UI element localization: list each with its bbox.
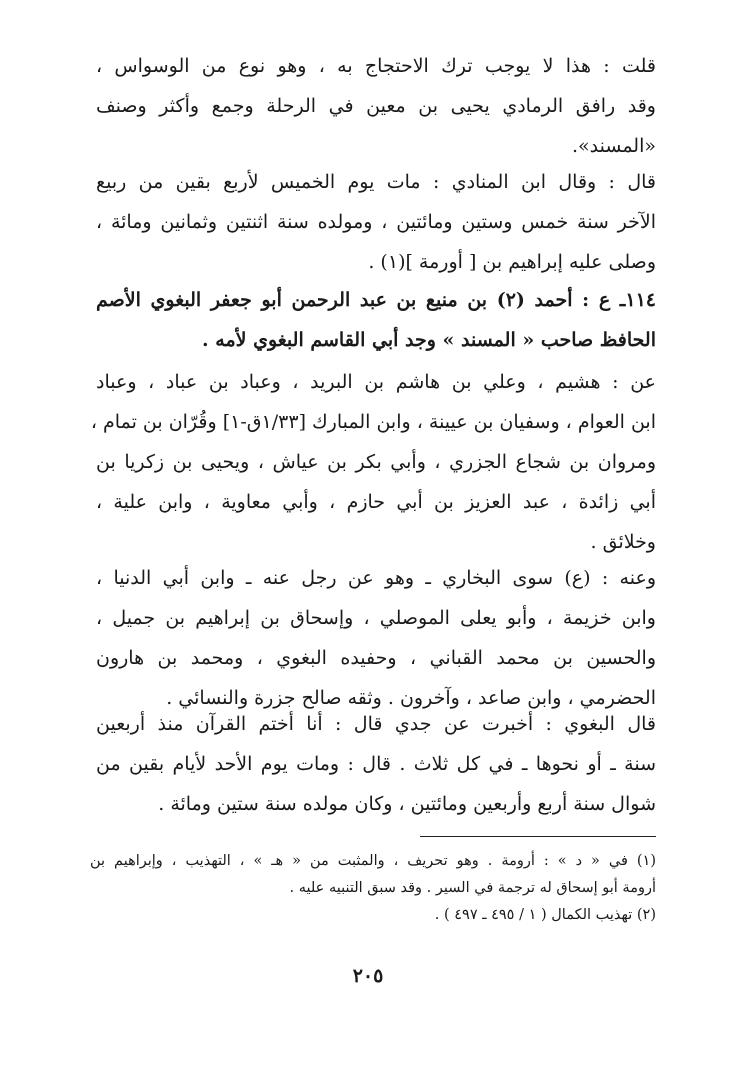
text-line: ومروان بن شجاع الجزري ، وأبي بكر بن عياش ، ويحيى بن زكريا بن xyxy=(96,451,656,473)
text-line: عن : هشيم ، وعلي بن هاشم بن البريد ، وعباد بن عباد ، وعباد xyxy=(96,371,656,393)
paragraph-albaghawi xyxy=(96,704,656,824)
heading-line: ١١٤ـ ع : أحمد (٢) بن منيع بن عبد الرحمن أبو جعفر البغوي الأصم xyxy=(96,289,656,311)
text-line: شوال سنة أربع وأربعين ومائتين ، وكان مولده سنة ستين ومائة . xyxy=(158,793,656,815)
text-line: سنة ـ أو نحوها ـ في كل ثلاث . قال : ومات يوم الأحد لأيام بقين من xyxy=(96,753,656,775)
text-line: الحضرمي ، وابن صاعد ، وآخرون . وثقه صالح جزرة والنسائي . xyxy=(166,687,656,709)
text-line: قال : وقال ابن المنادي : مات يوم الخميس لأربع بقين من ربيع xyxy=(96,171,656,193)
text-line: ابن العوام ، وسفيان بن عيينة ، وابن المبارك [١/٣٣ق-١] وقُرّان بن تمام ، xyxy=(90,411,656,433)
page-number: ٢٠٥ xyxy=(352,965,384,987)
text-line: قلت : هذا لا يوجب ترك الاحتجاج به ، وهو نوع من الوسواس ، xyxy=(96,55,656,77)
text-line: «المسند». xyxy=(572,135,656,157)
text-line: وعنه : (ع) سوى البخاري ـ وهو عن رجل عنه ـ وابن أبي الدنيا ، xyxy=(96,567,656,589)
text-line: أبي زائدة ، عبد العزيز بن أبي حازم ، وأبي معاوية ، وابن علية ، xyxy=(96,491,656,513)
text-line: قال البغوي : أخبرت عن جدي قال : أنا أختم القرآن منذ أربعين xyxy=(96,713,656,735)
footnote-line: (٢) تهذيب الكمال ( ١ / ٤٩٥ ـ ٤٩٧ ) . xyxy=(434,907,656,923)
footnotes xyxy=(90,848,656,929)
text-line: وقد رافق الرمادي يحيى بن معين في الرحلة وجمع وأكثر وصنف xyxy=(96,95,656,117)
entry-heading xyxy=(96,280,656,360)
footnote-divider xyxy=(420,836,656,837)
text-line: والحسين بن محمد القباني ، وحفيده البغوي ، ومحمد بن هارون xyxy=(96,647,656,669)
text-line: الآخر سنة خمس وستين ومائتين ، ومولده سنة اثنتين وثمانين ومائة ، xyxy=(96,211,656,233)
paragraph-narrated-from xyxy=(90,362,656,562)
text-line: وصلى عليه إبراهيم بن [ أورمة ](١) . xyxy=(368,251,656,273)
text-line: وخلائق . xyxy=(590,531,656,553)
heading-line: الحافظ صاحب « المسند » وجد أبي القاسم البغوي لأمه . xyxy=(202,329,656,351)
paragraph-ibn-almunadi xyxy=(96,162,656,282)
paragraph-qultu xyxy=(96,46,656,166)
text-line: وابن خزيمة ، وأبو يعلى الموصلي ، وإسحاق بن إبراهيم بن جميل ، xyxy=(96,607,656,629)
footnote-line: (١) في « د » : أرومة . وهو تحريف ، والمثبت من « هـ » ، التهذيب ، وإبراهيم بن xyxy=(90,853,656,869)
footnote-line: أرومة أبو إسحاق له ترجمة في السير . وقد سبق التنبيه عليه . xyxy=(289,880,656,896)
paragraph-narrated-by xyxy=(96,558,656,718)
